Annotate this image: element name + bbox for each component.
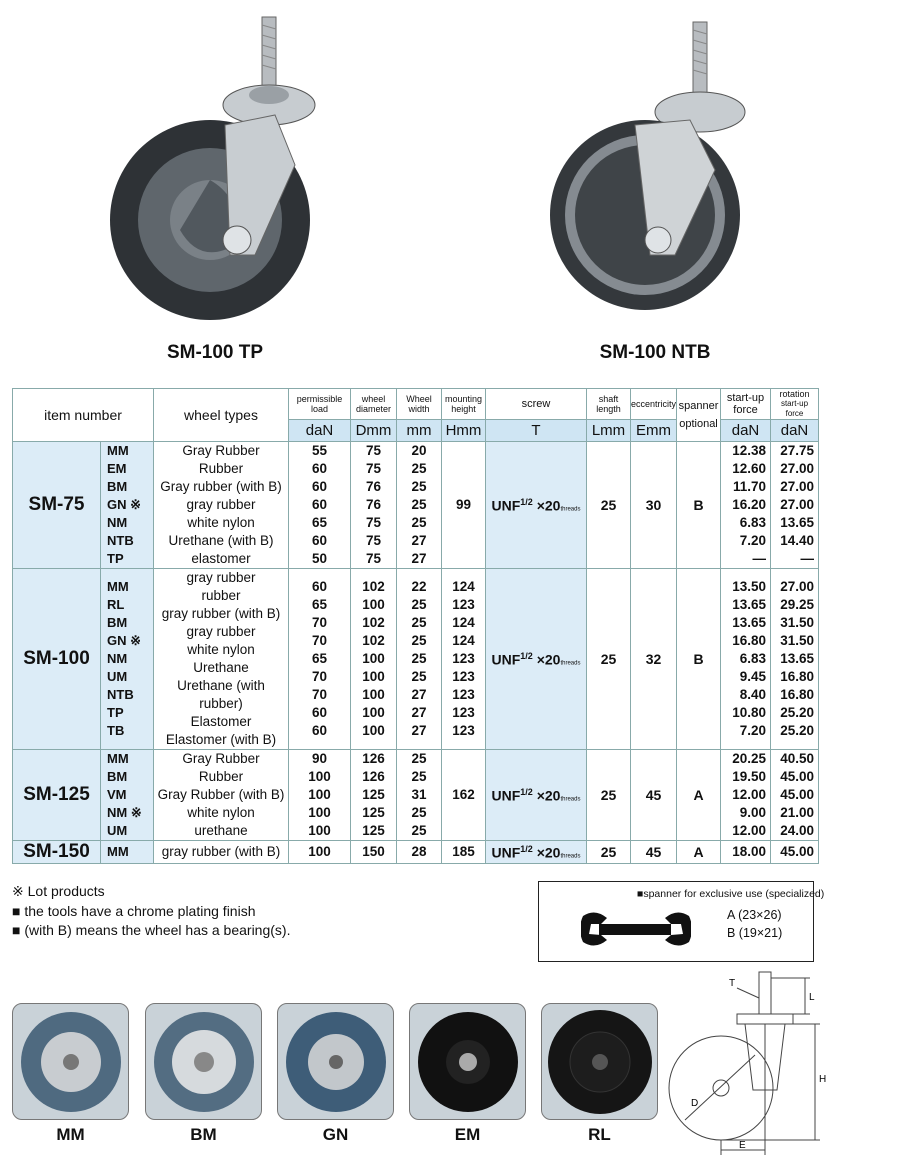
permissible-load-value: 70 bbox=[311, 633, 328, 648]
group-row-sm-75 bbox=[13, 442, 819, 569]
thumb-em bbox=[409, 1003, 526, 1120]
wheel-type-value: Rubber bbox=[198, 461, 244, 476]
diagram-label-t: T bbox=[729, 978, 736, 989]
startup-force-value: 7.20 bbox=[739, 533, 766, 548]
wheel-diameter-value: 76 bbox=[365, 479, 382, 494]
screw-prefix: UNF bbox=[491, 651, 521, 668]
wheel-code-value: UM bbox=[107, 669, 128, 684]
wheel-width-value: 25 bbox=[411, 769, 427, 784]
wheel-bm-icon bbox=[146, 1004, 262, 1120]
startup-force-value: 11.70 bbox=[732, 479, 766, 494]
wheel-diameter-value: 126 bbox=[362, 751, 385, 766]
unit-startup: daN bbox=[721, 420, 771, 442]
header-item-number: item number bbox=[13, 389, 154, 442]
screw-small: threads bbox=[560, 853, 581, 860]
wheel-width bbox=[397, 841, 442, 864]
header-permissible-load: permissible load bbox=[289, 389, 351, 420]
wheel-type-value: Urethane bbox=[193, 660, 249, 675]
diagram-label-d: D bbox=[691, 1098, 699, 1109]
permissible-load-value: 70 bbox=[311, 669, 328, 684]
wheel-diameter-value: 76 bbox=[365, 497, 382, 512]
wheel-code bbox=[101, 569, 154, 750]
screw-prefix: UNF bbox=[491, 787, 521, 804]
rotation-force-value: 25.20 bbox=[780, 723, 814, 738]
spanner-box bbox=[538, 881, 825, 962]
unit-screw: T bbox=[486, 420, 587, 442]
wheel-width-value: 25 bbox=[411, 597, 427, 612]
wheel-type-value: Rubber bbox=[198, 769, 244, 784]
wheel-width-value: 25 bbox=[411, 651, 427, 666]
wheel-code-value: NTB bbox=[107, 687, 134, 702]
mounting-height bbox=[442, 442, 486, 569]
wheel-width-value: 25 bbox=[411, 823, 427, 838]
screw-spec bbox=[486, 750, 587, 841]
thumb-label-rl: RL bbox=[588, 1125, 611, 1144]
mounting-height bbox=[442, 569, 486, 750]
wheel-width-value: 27 bbox=[411, 687, 427, 702]
wheel-code-value: RL bbox=[107, 597, 125, 612]
wheel-diameter-value: 102 bbox=[362, 579, 385, 594]
wheel-diameter-value: 100 bbox=[362, 597, 385, 612]
startup-force-value: 6.83 bbox=[739, 651, 766, 666]
wheel-code-value: NM bbox=[107, 651, 128, 666]
permissible-load-value: 60 bbox=[311, 723, 328, 738]
spanner-icon bbox=[581, 910, 691, 948]
rotation-force-value: 27.00 bbox=[780, 461, 814, 476]
screw-small: threads bbox=[560, 660, 581, 667]
wheel-width-value: 25 bbox=[411, 497, 427, 512]
wheel-type-value: rubber bbox=[201, 588, 241, 603]
rotation-force-value: 27.00 bbox=[780, 579, 814, 594]
wheel-type bbox=[154, 569, 289, 750]
wheel-width-value: 25 bbox=[411, 461, 427, 476]
header-wheel-diameter: wheel diameter bbox=[351, 389, 397, 420]
wheel-mm-icon bbox=[13, 1004, 129, 1120]
mounting-height-value: 162 bbox=[452, 787, 475, 802]
spanner-size-a: A (23×26) bbox=[727, 908, 782, 922]
wheel-type-value: gray rubber bbox=[186, 624, 256, 639]
wheel-diameter-value: 126 bbox=[362, 769, 385, 784]
diagram-label-e: E bbox=[739, 1140, 746, 1151]
wheel-type-value: Urethane (with B) bbox=[168, 533, 274, 548]
wheel-code-value: BM bbox=[107, 769, 128, 784]
startup-force-value: 16.80 bbox=[732, 633, 766, 648]
thumb-gn bbox=[277, 1003, 394, 1120]
wheel-type-value: white nylon bbox=[187, 805, 255, 820]
startup-force-value: 18.00 bbox=[732, 844, 766, 859]
thumb-rl bbox=[541, 1003, 658, 1120]
wheel-code-value: GN ※ bbox=[107, 497, 142, 512]
diagram-label-l: L bbox=[809, 992, 815, 1003]
wheel-width-value: 25 bbox=[411, 805, 427, 820]
wheel-width-value: 25 bbox=[411, 515, 427, 530]
screw-sup: 1/2 bbox=[520, 650, 533, 661]
shaft-length: 25 bbox=[587, 750, 631, 841]
spanner: A bbox=[677, 841, 721, 864]
mounting-height-value: 124 bbox=[452, 615, 475, 630]
mounting-height-value: 123 bbox=[452, 669, 475, 684]
rotation-force-value: 13.65 bbox=[780, 515, 814, 530]
wheel-type bbox=[154, 750, 289, 841]
mounting-height bbox=[442, 841, 486, 864]
rotation-force-value: 27.00 bbox=[780, 497, 814, 512]
permissible-load-value: 65 bbox=[311, 651, 328, 666]
wheel-width-value: 27 bbox=[411, 705, 427, 720]
rotation-force-value: 29.25 bbox=[780, 597, 814, 612]
wheel-type-value: Urethane (with rubber) bbox=[177, 678, 265, 711]
spanner: A bbox=[677, 750, 721, 841]
group-name: SM-150 bbox=[13, 841, 101, 864]
permissible-load bbox=[289, 442, 351, 569]
startup-force-value: 12.00 bbox=[732, 823, 766, 838]
group-row-sm-150 bbox=[13, 841, 819, 864]
wheel-type-value: urethane bbox=[194, 823, 248, 838]
screw-spec bbox=[486, 442, 587, 569]
rotation-force bbox=[771, 442, 819, 569]
caster-photo-sm100-ntb bbox=[540, 20, 770, 330]
permissible-load-value: 70 bbox=[311, 687, 328, 702]
header-wheel-width: Wheel width bbox=[397, 389, 442, 420]
permissible-load-value: 50 bbox=[311, 551, 328, 566]
wheel-code-value: TP bbox=[107, 705, 124, 720]
wheel-diameter bbox=[351, 841, 397, 864]
spec-table bbox=[12, 388, 819, 864]
wheel-diameter bbox=[351, 750, 397, 841]
note-chrome: ■ the tools have a chrome plating finish bbox=[12, 902, 256, 919]
wheel-code bbox=[101, 442, 154, 569]
thumb-label-gn: GN bbox=[322, 1125, 349, 1144]
wheel-diameter-value: 100 bbox=[362, 705, 385, 720]
permissible-load-value: 65 bbox=[311, 515, 328, 530]
eccentricity: 30 bbox=[631, 442, 677, 569]
mounting-height-value: 123 bbox=[452, 651, 475, 666]
wheel-code bbox=[101, 750, 154, 841]
screw-spec bbox=[486, 841, 587, 864]
permissible-load-value: 70 bbox=[311, 615, 328, 630]
startup-force-value: 12.00 bbox=[732, 787, 766, 802]
rotation-force-value: 16.80 bbox=[780, 669, 814, 684]
wheel-diameter-value: 102 bbox=[362, 633, 385, 648]
mounting-height-value: 185 bbox=[452, 844, 475, 859]
wheel-code-value: NM ※ bbox=[107, 805, 142, 820]
startup-force-value: 16.20 bbox=[732, 497, 766, 512]
wheel-width-value: 25 bbox=[411, 479, 427, 494]
wheel-code-value: EM bbox=[107, 461, 127, 476]
mounting-height-value: 123 bbox=[452, 597, 475, 612]
header-mounting-height: mounting height bbox=[442, 389, 486, 420]
wheel-code-value: BM bbox=[107, 615, 128, 630]
mounting-height bbox=[442, 750, 486, 841]
thumb-bm bbox=[145, 1003, 262, 1120]
permissible-load-value: 100 bbox=[308, 844, 331, 859]
wheel-width bbox=[397, 442, 442, 569]
header-spanner-line1: spanner bbox=[678, 400, 719, 412]
wheel-type-value: gray rubber (with B) bbox=[161, 606, 281, 621]
wheel-gn-icon bbox=[278, 1004, 394, 1120]
mounting-height-value: 124 bbox=[452, 579, 475, 594]
thumb-label-mm: MM bbox=[56, 1125, 85, 1144]
mounting-height-value: 123 bbox=[452, 687, 475, 702]
startup-force-value: 13.50 bbox=[732, 579, 766, 594]
wheel-code-value: MM bbox=[107, 579, 129, 594]
unit-load: daN bbox=[289, 420, 351, 442]
screw-sup: 1/2 bbox=[520, 786, 533, 797]
mounting-height-value: 124 bbox=[452, 633, 475, 648]
screw-spec bbox=[486, 569, 587, 750]
unit-height: Hmm bbox=[442, 420, 486, 442]
group-name: SM-75 bbox=[13, 442, 101, 569]
permissible-load-value: 60 bbox=[311, 533, 328, 548]
screw-prefix: UNF bbox=[491, 844, 521, 861]
caption-sm100-ntb: SM-100 NTB bbox=[599, 342, 711, 363]
header-screw: screw bbox=[486, 389, 587, 420]
notes bbox=[12, 882, 290, 941]
startup-force-value: 12.38 bbox=[732, 443, 766, 458]
wheel-diameter-value: 100 bbox=[362, 687, 385, 702]
wheel-width bbox=[397, 569, 442, 750]
screw-small: threads bbox=[560, 506, 581, 513]
startup-force-value: 6.83 bbox=[739, 515, 766, 530]
screw-suffix: ×20 bbox=[532, 844, 561, 861]
wheel-code-value: NM bbox=[107, 515, 128, 530]
header-eccentricity: eccentricity bbox=[631, 389, 677, 420]
wheel-width-value: 25 bbox=[411, 669, 427, 684]
wheel-code-value: TB bbox=[107, 723, 125, 738]
shaft-length: 25 bbox=[587, 442, 631, 569]
unit-ecc: Emm bbox=[631, 420, 677, 442]
unit-rotation: daN bbox=[771, 420, 819, 442]
wheel-type-value: white nylon bbox=[187, 642, 255, 657]
dimension-diagram bbox=[665, 970, 835, 1160]
rotation-force-value: 45.00 bbox=[780, 844, 814, 859]
wheel-width-value: 25 bbox=[411, 751, 427, 766]
rotation-force-value: 24.00 bbox=[780, 823, 814, 838]
rotation-force-value: 14.40 bbox=[780, 533, 814, 548]
rotation-force-value: 25.20 bbox=[780, 705, 814, 720]
header-rotation bbox=[771, 389, 819, 420]
wheel-code-value: NTB bbox=[107, 533, 134, 548]
wheel-rl-icon bbox=[542, 1004, 658, 1120]
rotation-force-value: 27.75 bbox=[780, 443, 814, 458]
rotation-force-value: 45.00 bbox=[780, 787, 814, 802]
rotation-force-value: 27.00 bbox=[780, 479, 814, 494]
rotation-force bbox=[771, 569, 819, 750]
startup-force-value: 8.40 bbox=[739, 687, 766, 702]
wheel-type-value: Gray Rubber bbox=[182, 751, 260, 766]
permissible-load-value: 100 bbox=[308, 787, 331, 802]
permissible-load-value: 60 bbox=[311, 705, 328, 720]
wheel-diameter-value: 75 bbox=[365, 533, 382, 548]
startup-force bbox=[721, 750, 771, 841]
startup-force-value: 9.45 bbox=[739, 669, 766, 684]
group-row-sm-100 bbox=[13, 569, 819, 750]
header-startup-force: start-up force bbox=[721, 389, 771, 420]
permissible-load-value: 100 bbox=[308, 769, 331, 784]
header-wheel-types: wheel types bbox=[154, 389, 289, 442]
spanner-title: ■spanner for exclusive use (specialized) bbox=[637, 888, 825, 900]
wheel-type-value: gray rubber bbox=[186, 497, 256, 512]
wheel-type-value: Gray Rubber bbox=[182, 443, 260, 458]
wheel-diameter-value: 75 bbox=[365, 551, 382, 566]
header-spanner bbox=[677, 389, 721, 442]
group-name: SM-125 bbox=[13, 750, 101, 841]
permissible-load-value: 65 bbox=[311, 597, 328, 612]
screw-suffix: ×20 bbox=[532, 651, 561, 668]
wheel-code-value: MM bbox=[107, 751, 129, 766]
shaft-length: 25 bbox=[587, 841, 631, 864]
wheel-width-value: 25 bbox=[411, 615, 427, 630]
startup-force bbox=[721, 569, 771, 750]
startup-force-value: 13.65 bbox=[732, 597, 766, 612]
startup-force-value: 12.60 bbox=[732, 461, 766, 476]
mounting-height-value: 123 bbox=[452, 723, 475, 738]
startup-force bbox=[721, 841, 771, 864]
screw-suffix: ×20 bbox=[532, 497, 561, 514]
wheel-diameter-value: 75 bbox=[365, 461, 382, 476]
wheel-width-value: 27 bbox=[411, 551, 427, 566]
wheel-diameter-value: 75 bbox=[365, 515, 382, 530]
permissible-load-value: 60 bbox=[311, 579, 328, 594]
wheel-width-value: 20 bbox=[411, 443, 427, 458]
wheel-width-value: 22 bbox=[411, 579, 427, 594]
wheel-code-value: UM bbox=[107, 823, 128, 838]
rotation-force-value: 40.50 bbox=[780, 751, 814, 766]
caption-sm100-tp: SM-100 TP bbox=[166, 342, 264, 363]
spanner: B bbox=[677, 569, 721, 750]
wheel-diameter bbox=[351, 442, 397, 569]
startup-force-value: — bbox=[752, 551, 766, 566]
caster-photo-sm100-tp bbox=[105, 15, 335, 335]
permissible-load-value: 100 bbox=[308, 805, 331, 820]
permissible-load-value: 60 bbox=[311, 479, 328, 494]
permissible-load bbox=[289, 841, 351, 864]
wheel-diameter-value: 125 bbox=[362, 787, 385, 802]
wheel-diameter-value: 100 bbox=[362, 651, 385, 666]
screw-prefix: UNF bbox=[491, 497, 521, 514]
unit-diameter: Dmm bbox=[351, 420, 397, 442]
wheel-code-value: MM bbox=[107, 844, 129, 859]
wheel-em-icon bbox=[410, 1004, 526, 1120]
mounting-height-value: 123 bbox=[452, 705, 475, 720]
permissible-load-value: 55 bbox=[311, 443, 328, 458]
unit-shaft: Lmm bbox=[587, 420, 631, 442]
wheel-diameter-value: 102 bbox=[362, 615, 385, 630]
wheel-diameter-value: 125 bbox=[362, 805, 385, 820]
screw-sup: 1/2 bbox=[520, 496, 533, 507]
note-bearing: ■ (with B) means the wheel has a bearing(s). bbox=[12, 922, 291, 938]
startup-force-value: 19.50 bbox=[732, 769, 766, 784]
eccentricity: 45 bbox=[631, 841, 677, 864]
wheel-width-value: 27 bbox=[411, 723, 427, 738]
wheel-code-value: MM bbox=[107, 443, 129, 458]
permissible-load bbox=[289, 750, 351, 841]
spec-body bbox=[13, 442, 819, 864]
spanner-size-b: B (19×21) bbox=[727, 926, 783, 940]
screw-sup: 1/2 bbox=[520, 843, 533, 854]
wheel-width-value: 31 bbox=[411, 787, 427, 802]
screw-suffix: ×20 bbox=[532, 787, 561, 804]
wheel-width-value: 27 bbox=[411, 533, 427, 548]
wheel-type-value: white nylon bbox=[187, 515, 255, 530]
permissible-load bbox=[289, 569, 351, 750]
eccentricity: 45 bbox=[631, 750, 677, 841]
permissible-load-value: 100 bbox=[308, 823, 331, 838]
startup-force bbox=[721, 442, 771, 569]
wheel-diameter-value: 150 bbox=[362, 844, 385, 859]
wheel-code-value: BM bbox=[107, 479, 128, 494]
wheel-diameter-value: 100 bbox=[362, 669, 385, 684]
wheel-diameter-value: 125 bbox=[362, 823, 385, 838]
wheel-diameter-value: 100 bbox=[362, 723, 385, 738]
permissible-load-value: 60 bbox=[311, 461, 328, 476]
eccentricity: 32 bbox=[631, 569, 677, 750]
rotation-force-value: 45.00 bbox=[780, 769, 814, 784]
wheel-type-value: elastomer bbox=[191, 551, 251, 566]
thumb-label-em: EM bbox=[454, 1125, 481, 1144]
permissible-load-value: 90 bbox=[311, 751, 328, 766]
header-shaft-length: shaft length bbox=[587, 389, 631, 420]
rotation-force bbox=[771, 841, 819, 864]
wheel-code-value: GN ※ bbox=[107, 633, 142, 648]
spanner: B bbox=[677, 442, 721, 569]
startup-force-value: 9.00 bbox=[739, 805, 766, 820]
thumb-label-bm: BM bbox=[190, 1125, 217, 1144]
header-spanner-line2: optional bbox=[679, 418, 718, 430]
mounting-height-value: 99 bbox=[455, 497, 472, 512]
shaft-length: 25 bbox=[587, 569, 631, 750]
wheel-type bbox=[154, 442, 289, 569]
startup-force-value: 13.65 bbox=[732, 615, 766, 630]
rotation-force bbox=[771, 750, 819, 841]
startup-force-value: 10.80 bbox=[732, 705, 766, 720]
wheel-width bbox=[397, 750, 442, 841]
header-rotation-line2: start-up force bbox=[780, 399, 809, 418]
wheel-code-value: TP bbox=[107, 551, 124, 566]
screw-small: threads bbox=[560, 796, 581, 803]
startup-force-value: 20.25 bbox=[732, 751, 766, 766]
rotation-force-value: 21.00 bbox=[780, 805, 814, 820]
wheel-width-value: 25 bbox=[411, 633, 427, 648]
rotation-force-value: 31.50 bbox=[780, 633, 814, 648]
wheel-diameter-value: 75 bbox=[365, 443, 382, 458]
diagram-label-h: H bbox=[819, 1074, 827, 1085]
rotation-force-value: 13.65 bbox=[780, 651, 814, 666]
wheel-type-value: Gray Rubber (with B) bbox=[157, 787, 285, 802]
wheel-code bbox=[101, 841, 154, 864]
wheel-code-value: VM bbox=[107, 787, 127, 802]
wheel-type-value: Elastomer (with B) bbox=[165, 732, 277, 747]
wheel-type-value: Elastomer bbox=[190, 714, 252, 729]
wheel-type bbox=[154, 841, 289, 864]
note-lot: ※ Lot products bbox=[12, 883, 105, 899]
rotation-force-value: 31.50 bbox=[780, 615, 814, 630]
wheel-type-value: gray rubber bbox=[186, 570, 256, 585]
group-name: SM-100 bbox=[13, 569, 101, 750]
wheel-width-value: 28 bbox=[411, 844, 427, 859]
startup-force-value: 7.20 bbox=[739, 723, 766, 738]
permissible-load-value: 60 bbox=[311, 497, 328, 512]
rotation-force-value: — bbox=[800, 551, 814, 566]
wheel-diameter bbox=[351, 569, 397, 750]
unit-width: mm bbox=[397, 420, 442, 442]
thumb-mm bbox=[12, 1003, 129, 1120]
group-row-sm-125 bbox=[13, 750, 819, 841]
wheel-type-value: gray rubber (with B) bbox=[161, 844, 281, 859]
wheel-type-value: Gray rubber (with B) bbox=[160, 479, 282, 494]
header-rotation-line1: rotation bbox=[779, 389, 810, 399]
rotation-force-value: 16.80 bbox=[780, 687, 814, 702]
